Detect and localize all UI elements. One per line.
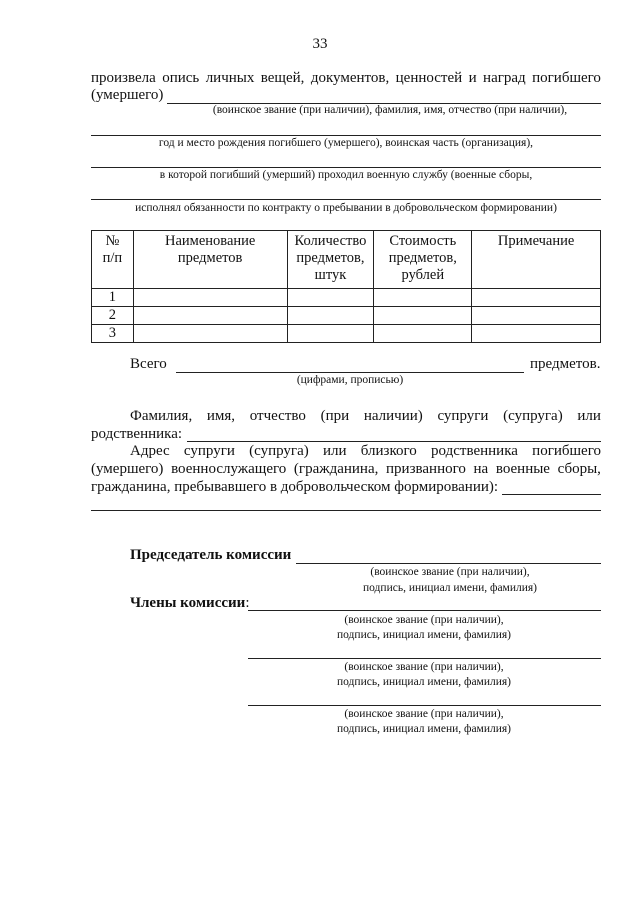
table-header-row xyxy=(92,231,601,289)
items-table xyxy=(91,230,601,343)
word: сборы, xyxy=(557,461,601,477)
total-field[interactable] xyxy=(176,372,524,373)
table-row xyxy=(92,307,601,325)
spouse-line-1 xyxy=(130,408,601,425)
cell-name[interactable] xyxy=(133,289,287,307)
total-suffix: предметов. xyxy=(530,356,601,372)
cell-name[interactable] xyxy=(133,307,287,325)
page-number: 33 xyxy=(312,36,328,52)
word: (супруга) xyxy=(249,443,309,459)
word: супруги xyxy=(183,443,235,459)
word: ценностей xyxy=(395,70,463,86)
word: погибшего xyxy=(532,70,601,86)
word: или xyxy=(322,443,347,459)
word: (при xyxy=(320,408,350,424)
member2-caption-2: подпись, инициал имени, фамилия) xyxy=(336,676,512,688)
intro-line-2-start: (умершего) xyxy=(91,87,164,103)
chair-signature-field[interactable] xyxy=(296,563,601,564)
word: погибшего xyxy=(532,443,601,459)
caption-service: в которой погибший (умерший) проходил военную службу (военные сборы, xyxy=(159,169,533,181)
word: отчество xyxy=(249,408,306,424)
word: или xyxy=(577,408,601,424)
word: и xyxy=(468,70,477,86)
member1-caption-2: подпись, инициал имени, фамилия) xyxy=(336,629,512,641)
cell-quantity[interactable] xyxy=(287,307,374,325)
member3-caption-1: (воинское звание (при наличии), xyxy=(344,708,504,720)
caption-rank-name: (воинское звание (при наличии), фамилия, имя, отчество (при наличии), xyxy=(212,104,568,116)
word: (гражданина, xyxy=(293,461,379,477)
word: имя, xyxy=(206,408,236,424)
row-number: 2 xyxy=(92,307,134,325)
service-unit-field[interactable] xyxy=(91,167,601,168)
total-caption: (цифрами, прописью) xyxy=(296,374,404,386)
word: Фамилия, xyxy=(130,408,193,424)
word: документов, xyxy=(310,70,390,86)
member1-signature-field[interactable] xyxy=(248,610,601,611)
word: (умершего) xyxy=(91,461,164,477)
word: опись xyxy=(162,70,200,86)
word: военнослужащего xyxy=(171,461,287,477)
members-label: Члены комиссии: xyxy=(130,595,250,611)
total-label: Всего xyxy=(130,356,167,372)
chair-caption-2: подпись, инициал имени, фамилия) xyxy=(362,582,538,594)
relative-name-field[interactable] xyxy=(187,441,601,442)
cell-note[interactable] xyxy=(472,325,601,343)
address-line-1 xyxy=(130,443,601,460)
birth-place-field[interactable] xyxy=(91,135,601,136)
member1-caption-1: (воинское звание (при наличии), xyxy=(344,614,504,626)
word: Адрес xyxy=(130,443,170,459)
spouse-line-2: родственника: xyxy=(91,426,183,442)
chair-label: Председатель комиссии xyxy=(130,547,292,563)
chair-caption-1: (воинское звание (при наличии), xyxy=(370,566,530,578)
header-name: Наименование предметов xyxy=(133,231,287,289)
service-details-field[interactable] xyxy=(91,199,601,200)
word: родственника xyxy=(431,443,518,459)
cell-note[interactable] xyxy=(472,289,601,307)
address-line-3: гражданина, пребывавшего в добровольческом формировании): xyxy=(91,479,499,495)
cell-cost[interactable] xyxy=(374,307,472,325)
word: (супруга) xyxy=(503,408,563,424)
word: наличии) xyxy=(363,408,423,424)
address-line-2 xyxy=(91,461,601,478)
table-row xyxy=(92,289,601,307)
row-number: 1 xyxy=(92,289,134,307)
member3-signature-field[interactable] xyxy=(248,705,601,706)
word: вещей, xyxy=(260,70,305,86)
cell-note[interactable] xyxy=(472,307,601,325)
word: близкого xyxy=(360,443,417,459)
word: военные xyxy=(495,461,550,477)
member2-signature-field[interactable] xyxy=(248,658,601,659)
cell-name[interactable] xyxy=(133,325,287,343)
word: супруги xyxy=(437,408,489,424)
word: на xyxy=(473,461,489,477)
table-row xyxy=(92,325,601,343)
word: произвела xyxy=(91,70,156,86)
header-quantity: Количество предметов, штук xyxy=(287,231,374,289)
header-note: Примечание xyxy=(472,231,601,289)
member3-caption-2: подпись, инициал имени, фамилия) xyxy=(336,723,512,735)
word: призванного xyxy=(386,461,466,477)
cell-quantity[interactable] xyxy=(287,325,374,343)
caption-birth-unit: год и место рождения погибшего (умершего), воинская часть (организация), xyxy=(158,137,534,149)
cell-cost[interactable] xyxy=(374,289,472,307)
intro-line-1 xyxy=(91,70,601,87)
caption-contract: исполнял обязанности по контракту о пребывании в добровольческом формировании) xyxy=(135,202,557,214)
cell-quantity[interactable] xyxy=(287,289,374,307)
header-cost: Стоимость предметов, рублей xyxy=(374,231,472,289)
header-number: № п/п xyxy=(92,231,134,289)
address-field-inline[interactable] xyxy=(502,494,601,495)
cell-cost[interactable] xyxy=(374,325,472,343)
word: наград xyxy=(483,70,526,86)
word: личных xyxy=(205,70,255,86)
member2-caption-1: (воинское звание (при наличии), xyxy=(344,661,504,673)
row-number: 3 xyxy=(92,325,134,343)
address-field[interactable] xyxy=(91,510,601,511)
